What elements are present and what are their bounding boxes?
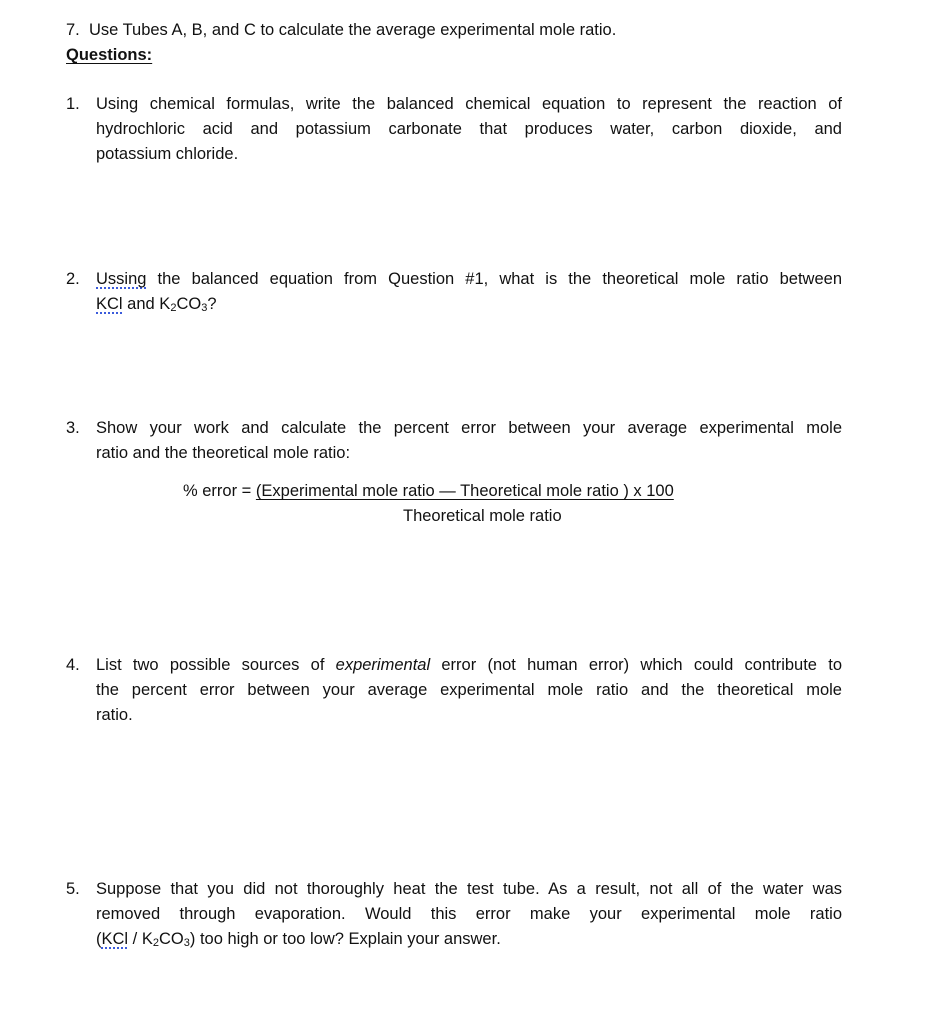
subscript-3b: 3: [183, 937, 190, 949]
question-5-text-co: CO: [158, 930, 184, 948]
question-1-number: 1.: [66, 95, 80, 113]
question-5-line-1: Suppose that you did not thoroughly heat the test tube. As a result, not all of the water was: [96, 880, 842, 898]
step-7-text: Use Tubes A, B, and C to calculate the average experimental mole ratio.: [88, 21, 617, 39]
question-1-line-1: Using chemical formulas, write the balanced chemical equation to represent the reaction of: [96, 95, 842, 113]
kcl-formula-2: KCl: [101, 930, 129, 948]
subscript-2b: 2: [152, 937, 159, 949]
step-7-number: 7.: [66, 21, 80, 39]
misspelled-word: Ussing: [96, 270, 147, 288]
question-5-line-2: removed through evaporation. Would this error make your experimental mole ratio: [96, 905, 842, 923]
question-4-text-a: List two possible sources of: [96, 656, 336, 674]
question-2-text-end: ?: [207, 295, 217, 313]
question-4-text-b: error (not human error) which could contribute to: [430, 656, 842, 674]
paren-open: (: [96, 930, 102, 948]
question-5-number: 5.: [66, 880, 80, 898]
question-5-line-3: [96, 927, 501, 952]
question-2-number: 2.: [66, 270, 80, 288]
question-2-text-mid: and K: [122, 295, 171, 313]
question-4-line-1: [96, 653, 842, 678]
question-2-line-2: [96, 292, 217, 317]
question-1-line-2: hydrochloric acid and potassium carbonate that produces water, carbon dioxide, and: [96, 120, 842, 138]
question-2-line-1: [96, 267, 842, 292]
question-3-line-1: Show your work and calculate the percent error between your average experimental mole: [96, 419, 842, 437]
questions-heading: Questions:: [66, 46, 153, 64]
question-5-text-mid: / K: [128, 930, 153, 948]
formula-numerator: (Experimental mole ratio — Theoretical mole ratio ) x 100: [255, 482, 674, 500]
question-2-text-co: CO: [176, 295, 202, 313]
question-4-line-2: the percent error between your average experimental mole ratio and the theoretical mole: [96, 681, 842, 699]
step-7: [66, 18, 616, 43]
question-4-number: 4.: [66, 656, 80, 674]
question-3-line-2: ratio and the theoretical mole ratio:: [96, 444, 351, 462]
percent-error-formula: [183, 479, 674, 504]
emphasis-experimental: experimental: [335, 656, 431, 674]
kcl-formula: KCl: [96, 295, 123, 313]
formula-denominator: Theoretical mole ratio: [403, 507, 562, 525]
question-2-line-1-text: the balanced equation from Question #1, what is the theoretical mole ratio between: [146, 270, 842, 288]
subscript-3: 3: [201, 302, 208, 314]
question-3-number: 3.: [66, 419, 80, 437]
subscript-2: 2: [170, 302, 177, 314]
question-4-line-3: ratio.: [96, 706, 133, 724]
question-5-text-end: ) too high or too low? Explain your answer.: [189, 930, 501, 948]
question-1-line-3: potassium chloride.: [96, 145, 239, 163]
formula-prefix: % error =: [183, 482, 256, 500]
